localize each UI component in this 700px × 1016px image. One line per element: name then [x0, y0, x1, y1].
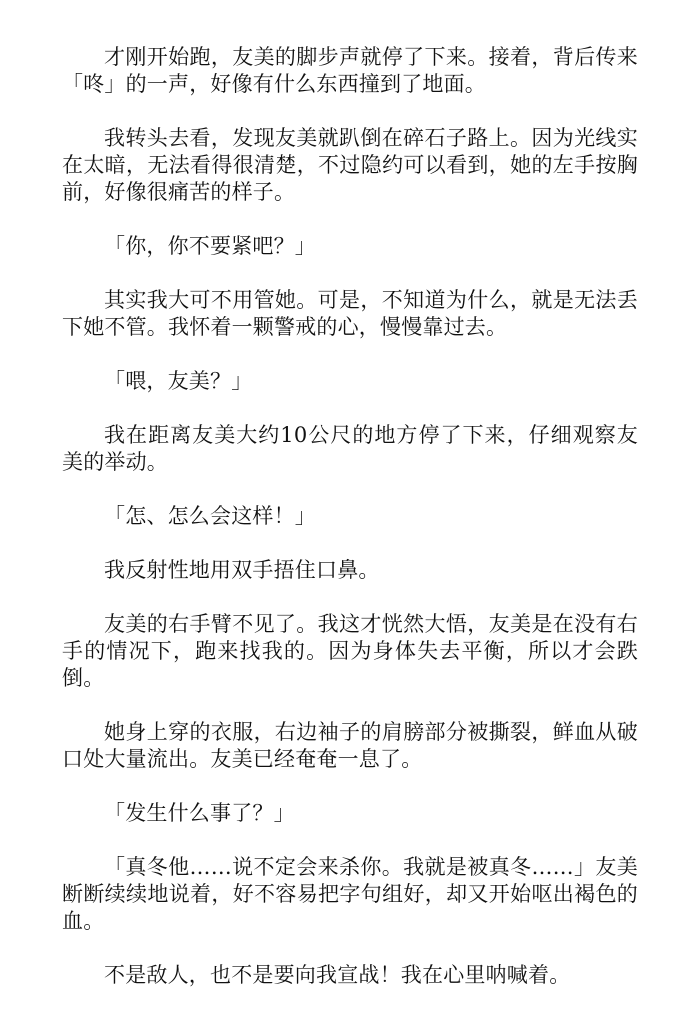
document-page: [62, 44, 638, 1016]
paragraph-8: 不是敌人，也不是要向我宣战！我在心里呐喊着。: [104, 963, 571, 987]
paragraph-4: 我在距离友美大约10公尺的地方停了下来，仔细观察友美的举动。: [62, 423, 638, 474]
dialogue-line-5: 「真冬他……说不定会来杀你。我就是被真冬……」友美断断续续地说着，好不容易把字句组好，却又开始呕出褐色的血。: [62, 855, 638, 933]
paragraph-5: 我反射性地用双手捂住口鼻。: [104, 558, 380, 582]
paragraph-1: 才刚开始跑，友美的脚步声就停了下来。接着，背后传来「咚」的一声，好像有什么东西撞到了地面。: [62, 45, 638, 96]
dialogue-line-1: 「你，你不要紧吧？」: [104, 234, 316, 258]
paragraph-7: 她身上穿的衣服，右边袖子的肩膀部分被撕裂，鲜血从破口处大量流出。友美已经奄奄一息了。: [62, 720, 638, 771]
paragraph-6: 友美的右手臂不见了。我这才恍然大悟，友美是在没有右手的情况下，跑来找我的。因为身体失去平衡，所以才会跌倒。: [62, 612, 638, 690]
dialogue-line-2: 「喂，友美？」: [104, 369, 253, 393]
paragraph-2: 我转头去看，发现友美就趴倒在碎石子路上。因为光线实在太暗，无法看得很清楚，不过隐约可以看到，她的左手按胸前，好像很痛苦的样子。: [62, 126, 638, 204]
dialogue-line-4: 「发生什么事了？」: [104, 801, 295, 825]
paragraph-3: 其实我大可不用管她。可是，不知道为什么，就是无法丢下她不管。我怀着一颗警戒的心，慢慢靠过去。: [62, 288, 638, 339]
dialogue-line-3: 「怎、怎么会这样！」: [104, 504, 316, 528]
